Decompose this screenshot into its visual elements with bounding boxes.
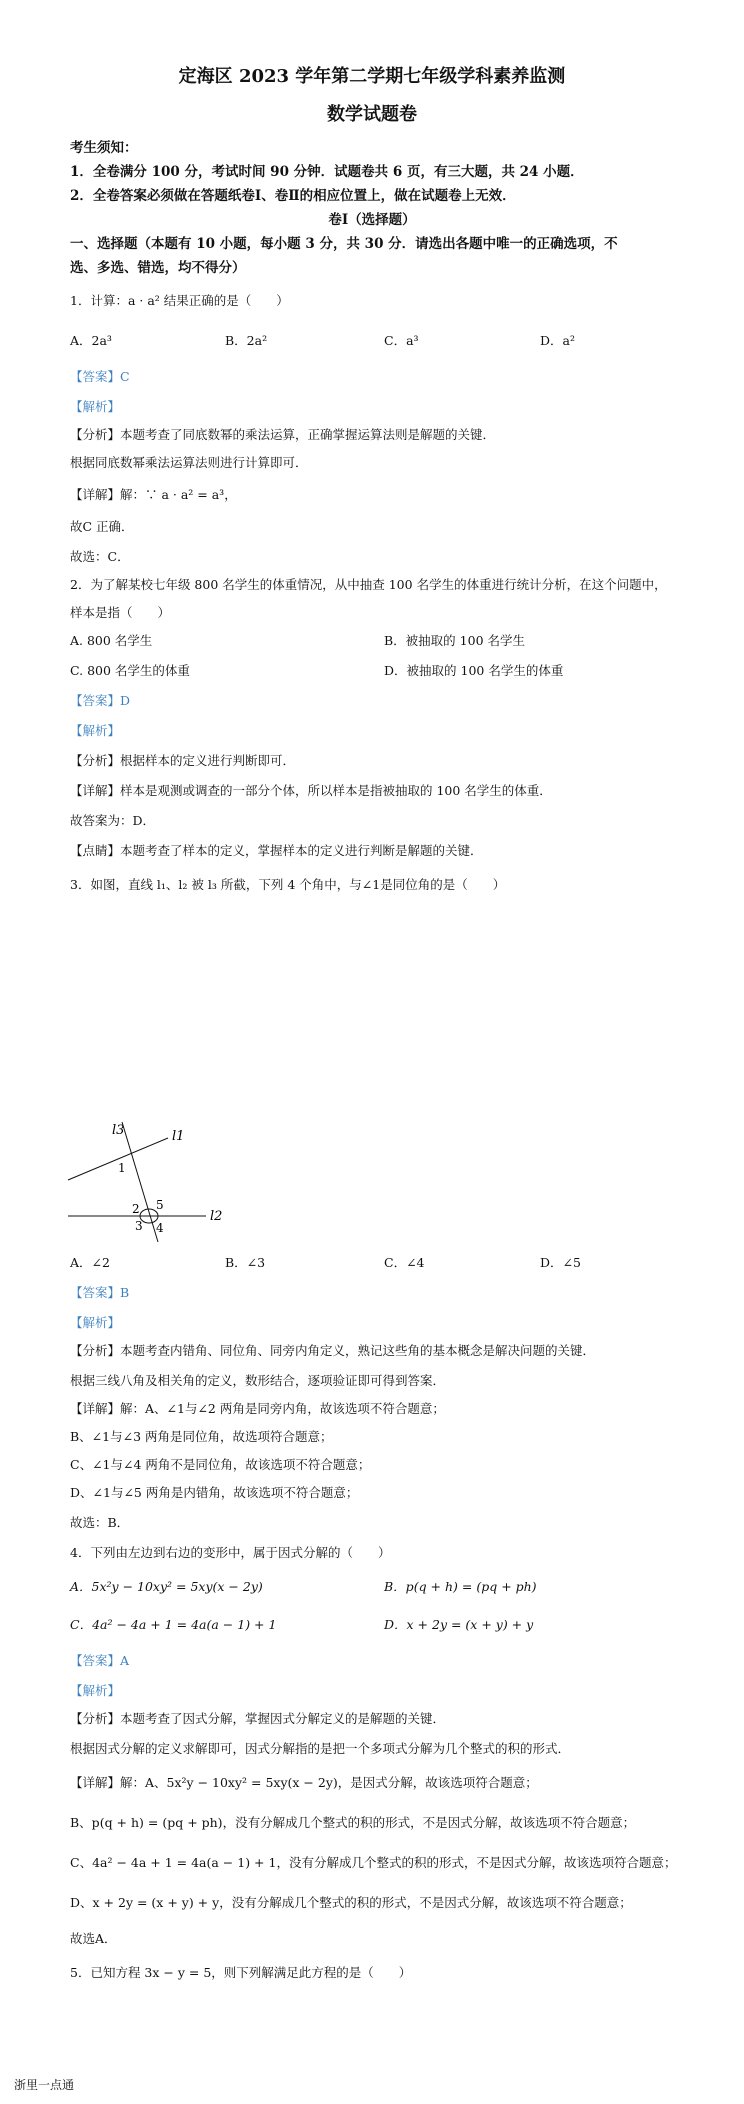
q2-option-a: A. 800 名学生: [70, 633, 153, 648]
q3-option-b: B．∠3: [225, 1255, 266, 1270]
question-1-stem: 1．计算：a · a² 结果正确的是（ ）: [70, 293, 289, 308]
section-instruction-1: 一、选择题（本题有 10 小题，每小题 3 分，共 30 分．请选出各题中唯一的正确选项，不: [70, 236, 618, 252]
q4-conclusion: 故选A．: [70, 1931, 117, 1946]
q3-conclusion: 故选：B．: [70, 1515, 130, 1530]
q2-detail: 【详解】样本是观测或调查的一部分个体，所以样本是指被抽取的 100 名学生的体重．: [70, 783, 552, 798]
q4-detail-3: C、4a² − 4a + 1 = 4a(a − 1) + 1，没有分解成几个整式的积的形式，不是因式分解，故该选项符合题意；: [70, 1855, 677, 1870]
q4-option-c: C．4a² − 4a + 1 = 4a(a − 1) + 1: [70, 1617, 277, 1632]
q3-answer: 【答案】B: [70, 1285, 130, 1300]
q3-analysis-label: 【解析】: [70, 1315, 121, 1330]
q1-fenxi-2: 根据同底数幂乘法运算法则进行计算即可．: [70, 455, 308, 470]
notice-heading: 考生须知：: [70, 140, 138, 156]
q3-detail-4: D、∠1与∠5 两角是内错角，故该选项不符合题意；: [70, 1485, 359, 1500]
question-2-stem-1: 2．为了解某校七年级 800 名学生的体重情况，从中抽查 100 名学生的体重进行统计分析，在这个问题中，: [70, 577, 667, 592]
section-instruction-2: 选、多选、错选，均不得分）: [70, 260, 246, 276]
q3-figure: [60, 1120, 240, 1250]
q2-answer: 【答案】D: [70, 693, 131, 708]
q4-option-d: D．x + 2y = (x + y) + y: [384, 1617, 534, 1632]
q2-option-c: C. 800 名学生的体重: [70, 663, 190, 678]
footer-text: 浙里一点通: [14, 2078, 75, 2092]
q4-answer: 【答案】A: [70, 1653, 130, 1668]
question-3-stem: 3．如图，直线 l₁、l₂ 被 l₃ 所截，下列 4 个角中，与∠1是同位角的是（ ）: [70, 877, 506, 892]
q1-option-a: A．2a³: [70, 333, 112, 348]
section-title: 卷Ⅰ（选择题）: [328, 212, 416, 228]
label-angle-1: 1: [118, 1161, 126, 1175]
notice-line-1: 1．全卷满分 100 分，考试时间 90 分钟．试题卷共 6 页，有三大题，共 24 小题．: [70, 164, 584, 180]
label-angle-4: 4: [156, 1221, 164, 1235]
question-2-stem-2: 样本是指（ ）: [70, 605, 171, 620]
q1-analysis-label: 【解析】: [70, 399, 121, 414]
q1-fenxi-1: 【分析】本题考查了同底数幂的乘法运算，正确掌握运算法则是解题的关键．: [70, 427, 496, 442]
label-angle-2: 2: [132, 1202, 140, 1216]
q1-answer: 【答案】C: [70, 369, 130, 384]
question-4-stem: 4．下列由左边到右边的变形中，属于因式分解的（ ）: [70, 1545, 391, 1560]
q1-option-b: B．2a²: [225, 333, 268, 348]
q3-detail-1: 【详解】解：A、∠1与∠2 两角是同旁内角，故该选项不符合题意；: [70, 1401, 445, 1416]
q2-option-b: B．被抽取的 100 名学生: [384, 633, 525, 648]
q3-option-d: D．∠5: [540, 1255, 581, 1270]
page-subtitle: 数学试题卷: [327, 104, 417, 125]
q3-option-c: C．∠4: [384, 1255, 425, 1270]
q3-option-a: A．∠2: [70, 1255, 110, 1270]
q3-fenxi-1: 【分析】本题考查内错角、同位角、同旁内角定义，熟记这些角的基本概念是解决问题的关键．: [70, 1343, 596, 1358]
q4-detail-2: B、p(q + h) = (pq + ph)，没有分解成几个整式的积的形式，不是因式分解，故该选项不符合题意；: [70, 1815, 636, 1830]
label-angle-5: 5: [156, 1198, 164, 1212]
label-angle-3: 3: [135, 1219, 143, 1233]
q1-detail: 【详解】解：∵ a · a² = a³，: [70, 487, 237, 502]
q3-detail-2: B、∠1与∠3 两角是同位角，故选项符合题意；: [70, 1429, 333, 1444]
q1-conclusion-1: 故C 正确．: [70, 519, 134, 534]
q3-fenxi-2: 根据三线八角及相关角的定义，数形结合，逐项验证即可得到答案．: [70, 1373, 446, 1388]
page-title: 定海区 2023 学年第二学期七年级学科素养监测: [178, 66, 566, 87]
label-l2: l2: [210, 1209, 223, 1224]
q4-detail-4: D、x + 2y = (x + y) + y，没有分解成几个整式的积的形式，不是因式分解，故该选项不符合题意；: [70, 1895, 632, 1910]
q2-option-d: D．被抽取的 100 名学生的体重: [384, 663, 564, 678]
label-l3: l3: [112, 1123, 125, 1138]
q4-fenxi-1: 【分析】本题考查了因式分解，掌握因式分解定义的是解题的关键．: [70, 1711, 446, 1726]
q4-fenxi-2: 根据因式分解的定义求解即可，因式分解指的是把一个多项式分解为几个整式的积的形式．: [70, 1741, 571, 1756]
q2-conclusion: 故答案为：D．: [70, 813, 156, 828]
q4-option-a: A．5x²y − 10xy² = 5xy(x − 2y): [70, 1579, 263, 1594]
question-5-stem: 5．已知方程 3x − y = 5，则下列解满足此方程的是（ ）: [70, 1965, 412, 1980]
q2-analysis-label: 【解析】: [70, 723, 121, 738]
q2-fenxi: 【分析】根据样本的定义进行判断即可．: [70, 753, 296, 768]
q3-detail-3: C、∠1与∠4 两角不是同位角，故该选项不符合题意；: [70, 1457, 371, 1472]
q1-option-c: C．a³: [384, 333, 419, 348]
q4-option-b: B．p(q + h) = (pq + ph): [384, 1579, 537, 1594]
label-l1: l1: [172, 1129, 185, 1144]
notice-line-2: 2．全卷答案必须做在答题纸卷Ⅰ、卷Ⅱ的相应位置上，做在试题卷上无效．: [70, 188, 516, 204]
q1-conclusion-2: 故选：C．: [70, 549, 130, 564]
q4-detail-1: 【详解】解：A、5x²y − 10xy² = 5xy(x − 2y)，是因式分解，故该选项符合题意；: [70, 1775, 538, 1790]
q2-dianjing: 【点睛】本题考查了样本的定义，掌握样本的定义进行判断是解题的关键．: [70, 843, 483, 858]
q4-analysis-label: 【解析】: [70, 1683, 121, 1698]
q1-option-d: D．a²: [540, 333, 575, 348]
